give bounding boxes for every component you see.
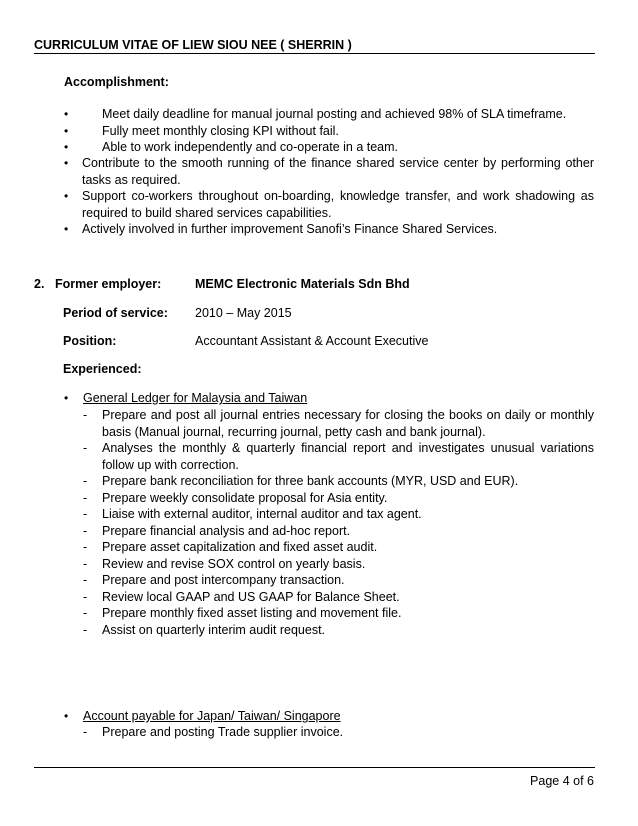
duty-item: Prepare and post intercompany transaction. [102,573,345,587]
duty-item: Liaise with external auditor, internal auditor and tax agent. [102,507,422,521]
dash-marker: - [83,408,88,422]
bullet-icon: • [64,140,69,154]
duty-item: Prepare financial analysis and ad-hoc report. [102,524,351,538]
dash-marker: - [83,573,88,587]
dash-marker: - [83,725,88,739]
dash-marker: - [83,590,88,604]
duty-item: Assist on quarterly interim audit request. [102,623,326,637]
dash-marker: - [83,540,88,554]
document-header-title: CURRICULUM VITAE OF LIEW SIOU NEE ( SHERRIN ) [34,38,352,52]
dash-marker: - [83,507,88,521]
bullet-icon: • [64,709,69,723]
employer-value: MEMC Electronic Materials Sdn Bhd [195,277,410,291]
dash-marker: - [83,557,88,571]
accomplishment-item: Fully meet monthly closing KPI without fail. [102,124,339,138]
accomplishment-item: Support co-workers throughout on-boarding, knowledge transfer, and work shadowing as required to build shared services capabilities. [82,189,594,220]
bullet-icon: • [64,124,69,138]
duty-item: Prepare weekly consolidate proposal for Asia entity. [102,491,388,505]
period-value: 2010 – May 2015 [195,306,292,320]
employer-label: Former employer: [55,277,162,291]
accomplishment-heading: Accomplishment: [64,75,169,89]
dash-marker: - [83,623,88,637]
position-label: Position: [63,334,117,348]
duty-item: Analyses the monthly & quarterly financial report and investigates unusual variations follow up with correction. [102,441,594,472]
page-number: Page 4 of 6 [530,774,594,788]
accomplishment-item: Contribute to the smooth running of the finance shared service center by performing other tasks as required. [82,156,594,187]
dash-marker: - [83,606,88,620]
employer-number: 2. [34,277,45,291]
bullet-icon: • [64,189,69,203]
duty-item: Review and revise SOX control on yearly basis. [102,557,366,571]
duty-item: Prepare asset capitalization and fixed asset audit. [102,540,378,554]
section-title: Account payable for Japan/ Taiwan/ Singapore [83,709,341,723]
section-title: General Ledger for Malaysia and Taiwan [83,391,308,405]
accomplishment-item: Actively involved in further improvement Sanofi’s Finance Shared Services. [82,222,498,236]
experienced-label: Experienced: [63,362,142,376]
period-label: Period of service: [63,306,168,320]
dash-marker: - [83,474,88,488]
accomplishment-item: Meet daily deadline for manual journal posting and achieved 98% of SLA timeframe. [102,107,567,121]
duty-item: Prepare monthly fixed asset listing and movement file. [102,606,402,620]
duty-item: Review local GAAP and US GAAP for Balance Sheet. [102,590,400,604]
bullet-icon: • [64,107,69,121]
bullet-icon: • [64,222,69,236]
dash-marker: - [83,441,88,455]
bullet-icon: • [64,156,69,170]
footer-divider [34,767,595,768]
duty-item: Prepare and posting Trade supplier invoice. [102,725,344,739]
dash-marker: - [83,524,88,538]
position-value: Accountant Assistant & Account Executive [195,334,429,348]
bullet-icon: • [64,391,69,405]
duty-item: Prepare and post all journal entries necessary for closing the books on daily or monthly basis (Manual journal, recurring journal, petty cash and bank journal). [102,408,594,439]
dash-marker: - [83,491,88,505]
header-divider [34,53,595,54]
duty-item: Prepare bank reconciliation for three bank accounts (MYR, USD and EUR). [102,474,519,488]
accomplishment-item: Able to work independently and co-operate in a team. [102,140,399,154]
